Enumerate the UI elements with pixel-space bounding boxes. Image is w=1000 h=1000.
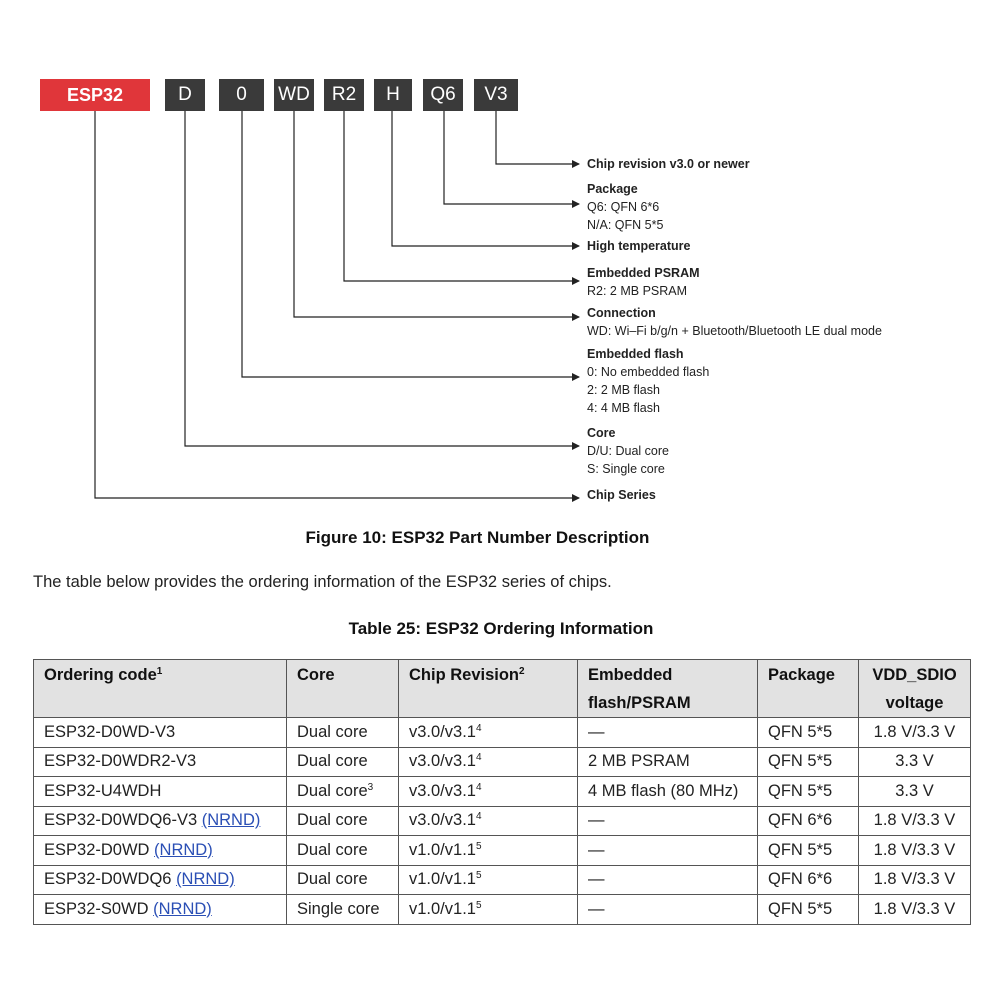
table-row bbox=[34, 718, 971, 748]
part-box-temperature: H bbox=[374, 79, 412, 111]
part-box-revision: V3 bbox=[474, 79, 518, 111]
label-high-temperature: High temperature bbox=[587, 239, 691, 253]
cell-embedded: — bbox=[578, 865, 758, 895]
header-chip-revision: Chip Revision$^2$ bbox=[399, 660, 578, 718]
cell-package: QFN 5*5 bbox=[758, 777, 859, 807]
cell-package: QFN 6*6 bbox=[758, 865, 859, 895]
cell-ordering-code: ESP32-D0WDQ6-V3 (NRND) bbox=[34, 806, 287, 836]
connector-revision bbox=[496, 111, 579, 164]
part-box-psram: R2 bbox=[324, 79, 364, 111]
label-package: Package Q6: QFN 6*6 N/A: QFN 5*5 bbox=[587, 182, 664, 232]
cell-package: QFN 5*5 bbox=[758, 718, 859, 748]
nrnd-link[interactable]: (NRND) bbox=[153, 899, 212, 918]
cell-ordering-code: ESP32-U4WDH bbox=[34, 777, 287, 807]
cell-ordering-code: ESP32-D0WD-V3 bbox=[34, 718, 287, 748]
label-chip-revision: Chip revision v3.0 or newer bbox=[587, 157, 750, 171]
header-embedded: Embedded flash/PSRAM bbox=[578, 660, 758, 718]
cell-embedded: — bbox=[578, 718, 758, 748]
table-row bbox=[34, 777, 971, 807]
cell-embedded: — bbox=[578, 836, 758, 866]
header-package: Package bbox=[758, 660, 859, 718]
cell-chip-revision: $v1.0/v1.1^5$ bbox=[399, 895, 578, 925]
table-row bbox=[34, 865, 971, 895]
table-caption: Table 25: ESP32 Ordering Information bbox=[348, 619, 654, 638]
figure-caption: Figure 10: ESP32 Part Number Description bbox=[305, 528, 650, 547]
label-chip-series: Chip Series bbox=[587, 488, 656, 502]
cell-chip-revision: $v3.0/v3.1^4$ bbox=[399, 806, 578, 836]
cell-package: QFN 5*5 bbox=[758, 747, 859, 777]
connector-flash bbox=[242, 111, 579, 377]
cell-vdd-sdio: 1.8 V/3.3 V bbox=[859, 806, 971, 836]
cell-vdd-sdio: 3.3 V bbox=[859, 777, 971, 807]
cell-chip-revision: $v3.0/v3.1^4$ bbox=[399, 718, 578, 748]
part-box-connection: WD bbox=[274, 79, 314, 111]
cell-embedded: — bbox=[578, 895, 758, 925]
cell-ordering-code: ESP32-D0WDR2-V3 bbox=[34, 747, 287, 777]
cell-ordering-code: ESP32-S0WD (NRND) bbox=[34, 895, 287, 925]
cell-ordering-code: ESP32-D0WD (NRND) bbox=[34, 836, 287, 866]
cell-vdd-sdio: 1.8 V/3.3 V bbox=[859, 895, 971, 925]
connector-core bbox=[185, 111, 579, 446]
ordering-table bbox=[33, 659, 971, 925]
cell-package: QFN 6*6 bbox=[758, 806, 859, 836]
nrnd-link[interactable]: (NRND) bbox=[201, 811, 261, 830]
cell-embedded: 4 MB flash (80 MHz) bbox=[578, 777, 758, 807]
cell-vdd-sdio: 1.8 V/3.3 V bbox=[859, 718, 971, 748]
nrnd-link[interactable]: (NRND) bbox=[176, 870, 235, 889]
cell-vdd-sdio: 1.8 V/3.3 V bbox=[859, 865, 971, 895]
connector-series bbox=[95, 111, 579, 498]
table-row bbox=[34, 747, 971, 777]
label-connection: Connection WD: Wi–Fi b/g/n + Bluetooth/Bluetooth LE dual mode bbox=[587, 306, 882, 338]
cell-vdd-sdio: 3.3 V bbox=[859, 747, 971, 777]
cell-package: QFN 5*5 bbox=[758, 836, 859, 866]
header-ordering-code: Ordering code$^1$ bbox=[34, 660, 287, 718]
table-row bbox=[34, 895, 971, 925]
cell-core: Dual core bbox=[287, 747, 399, 777]
cell-core: Dual core$^3$ bbox=[287, 777, 399, 807]
connector-temperature bbox=[392, 111, 579, 246]
cell-chip-revision: $v1.0/v1.1^5$ bbox=[399, 836, 578, 866]
intro-text: The table below provides the ordering information of the ESP32 series of chips. bbox=[33, 573, 612, 591]
connector-package bbox=[444, 111, 579, 204]
part-box-core: D bbox=[165, 79, 205, 111]
cell-chip-revision: $v3.0/v3.1^4$ bbox=[399, 777, 578, 807]
part-box-series: ESP32 bbox=[40, 79, 150, 111]
cell-vdd-sdio: 1.8 V/3.3 V bbox=[859, 836, 971, 866]
cell-embedded: 2 MB PSRAM bbox=[578, 747, 758, 777]
cell-ordering-code: ESP32-D0WDQ6 (NRND) bbox=[34, 865, 287, 895]
label-embedded-flash: Embedded flash 0: No embedded flash 2: 2 MB flash 4: 4 MB flash bbox=[587, 347, 710, 415]
table-row bbox=[34, 806, 971, 836]
cell-chip-revision: $v3.0/v3.1^4$ bbox=[399, 747, 578, 777]
part-box-flash: 0 bbox=[219, 79, 264, 111]
nrnd-link[interactable]: (NRND) bbox=[154, 840, 213, 859]
table-header-row bbox=[34, 660, 971, 718]
cell-core: Dual core bbox=[287, 865, 399, 895]
cell-chip-revision: $v1.0/v1.1^5$ bbox=[399, 865, 578, 895]
cell-package: QFN 5*5 bbox=[758, 895, 859, 925]
cell-core: Dual core bbox=[287, 718, 399, 748]
label-core: Core D/U: Dual core S: Single core bbox=[587, 426, 669, 476]
cell-embedded: — bbox=[578, 806, 758, 836]
part-box-package: Q6 bbox=[423, 79, 463, 111]
header-vdd-sdio: VDD_SDIO voltage bbox=[859, 660, 971, 718]
cell-core: Single core bbox=[287, 895, 399, 925]
label-psram: Embedded PSRAM R2: 2 MB PSRAM bbox=[587, 266, 700, 298]
connector-connection bbox=[294, 111, 579, 317]
header-core: Core bbox=[287, 660, 399, 718]
cell-core: Dual core bbox=[287, 836, 399, 866]
table-row bbox=[34, 836, 971, 866]
cell-core: Dual core bbox=[287, 806, 399, 836]
connector-psram bbox=[344, 111, 579, 281]
